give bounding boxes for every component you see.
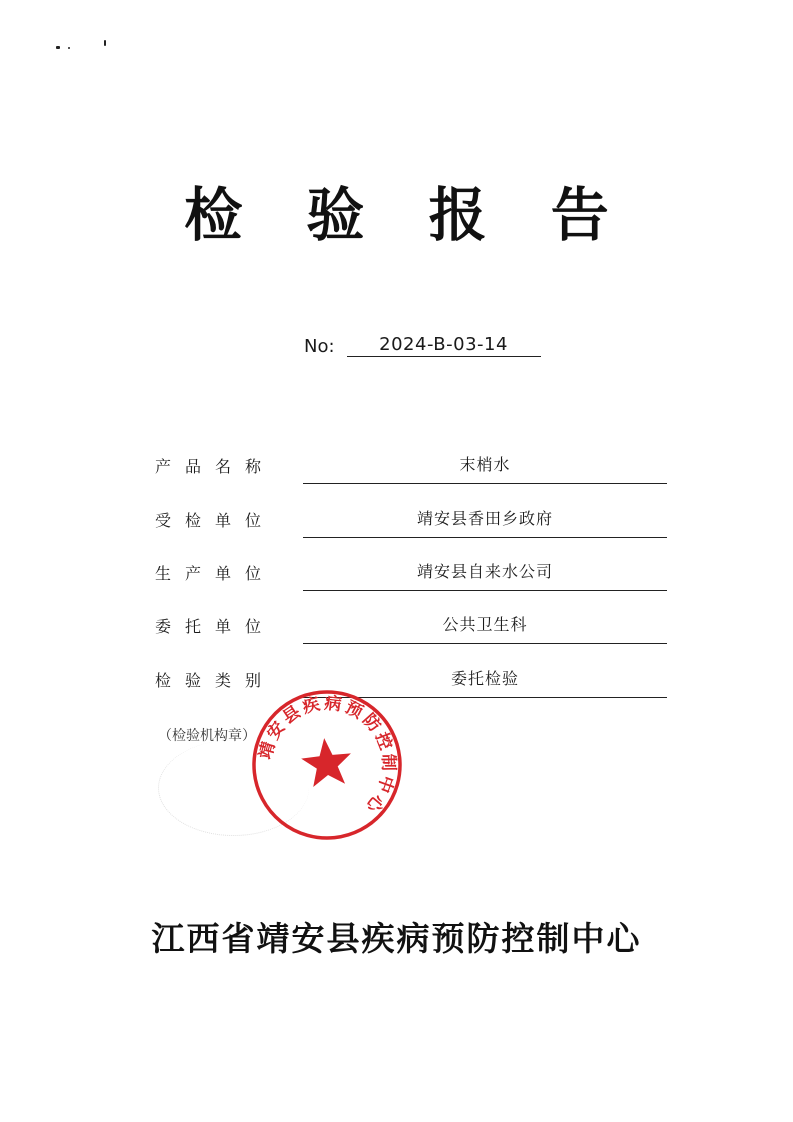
field-value: 靖安县自来水公司: [416, 562, 553, 581]
field-value: 靖安县香田乡政府: [416, 509, 553, 528]
seal-graphic: [242, 680, 411, 849]
field-product-name: [0, 450, 793, 490]
field-underline: [303, 483, 667, 484]
report-title: 检 验 报 告: [184, 181, 631, 249]
seal-text: 靖安县疾病预防控制中心: [255, 693, 399, 819]
field-inspected-unit: [0, 504, 793, 544]
field-underline: [303, 643, 667, 644]
field-value: 末梢水: [459, 455, 511, 474]
report-number: [304, 334, 541, 357]
field-label: 委托单位: [155, 617, 276, 636]
seal-label: （检验机构章）: [158, 728, 256, 744]
field-underline: [303, 537, 667, 538]
star-icon: [299, 736, 354, 788]
field-commissioner: [0, 610, 793, 650]
organization-name: 江西省靖安县疾病预防控制中心: [151, 919, 642, 958]
field-label: 检验类别: [155, 671, 276, 690]
field-value: 委托检验: [450, 669, 519, 688]
field-label: 生产单位: [155, 564, 276, 583]
field-label: 产品名称: [155, 457, 276, 476]
field-underline: [303, 590, 667, 591]
field-value: 公共卫生科: [442, 615, 528, 634]
report-number-label: No:: [304, 336, 335, 357]
field-label: 受检单位: [155, 511, 276, 530]
field-producer: [0, 557, 793, 597]
report-number-value: 2024-B-03-14: [347, 334, 541, 357]
official-seal: [242, 680, 411, 849]
